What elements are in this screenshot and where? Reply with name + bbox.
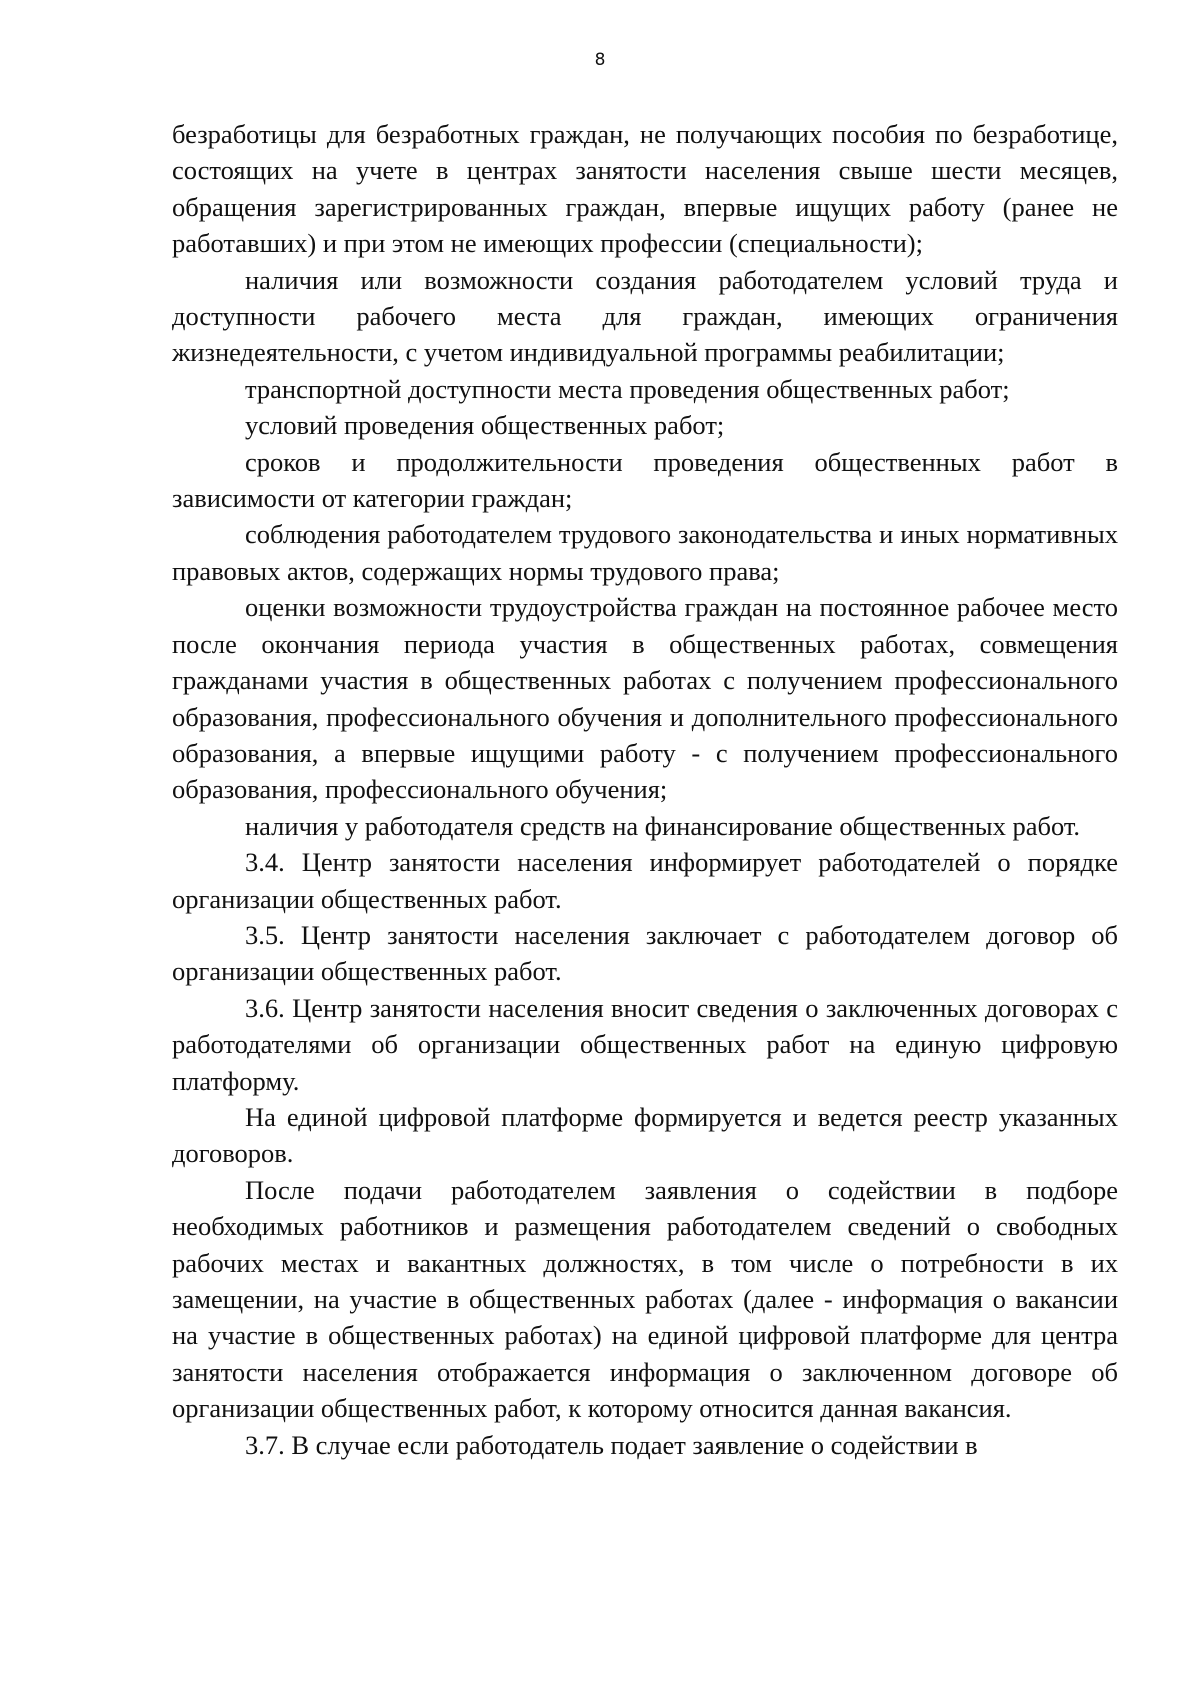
paragraph: соблюдения работодателем трудового законодательства и иных нормативных правовых актов, содержащих нормы трудового права; [172,519,1118,586]
paragraph: наличия или возможности создания работодателем условий труда и доступности рабочего места для граждан, имеющих ограничения жизнедеятельности, с учетом индивидуальной программы реабилитации; [172,264,1118,368]
paragraph-continuation: безработицы для безработных граждан, не получающих пособия по безработице, состоящих на учете в центрах занятости населения свыше шести месяцев, обращения зарегистрированных граждан, впервые ищущих работу (ранее не работавших) и при этом не имеющих профессии (специальности); [172,119,1118,259]
paragraph: На единой цифровой платформе формируется и ведется реестр указанных договоров. [172,1101,1118,1169]
document-body [172,116,1118,1463]
paragraph: После подачи работодателем заявления о содействии в подборе необходимых работников и размещения работодателем сведений о свободных рабочих местах и вакантных должностях, в том числе о потребности в их замещении, на участие в общественных работах (далее - информация о вакансии на участие в общественных работах) на единой цифровой платформе для центра занятости населения отображается информация о заключенном договоре об организации общественных работ, к которому относится данная вакансия. [172,1174,1118,1424]
paragraph: оценки возможности трудоустройства граждан на постоянное рабочее место после окончания периода участия в общественных работах, совмещения гражданами участия в общественных работах с получением профессионального образования, профессионального обучения и дополнительного профессионального образования, а впервые ищущими работу - с получением профессионального образования, профессионального обучения; [172,592,1118,805]
paragraph-clause-3-5: 3.5. Центр занятости населения заключает с работодателем договор об организации общественных работ. [172,919,1118,987]
paragraph-clause-3-4: 3.4. Центр занятости населения информирует работодателей о порядке организации общественных работ. [172,847,1118,914]
paragraph-clause-3-6: 3.6. Центр занятости населения вносит сведения о заключенных договорах с работодателями об организации общественных работ на единую цифровую платформу. [172,992,1118,1096]
paragraph: наличия у работодателя средств на финансирование общественных работ. [245,810,1081,841]
paragraph: транспортной доступности места проведения общественных работ; [245,373,1010,404]
paragraph: сроков и продолжительности проведения общественных работ в зависимости от категории граждан; [172,446,1118,514]
page-number: 8 [594,50,606,70]
paragraph-clause-3-7: 3.7. В случае если работодатель подает заявление о содействии в [245,1429,978,1460]
paragraph: условий проведения общественных работ; [245,410,725,441]
